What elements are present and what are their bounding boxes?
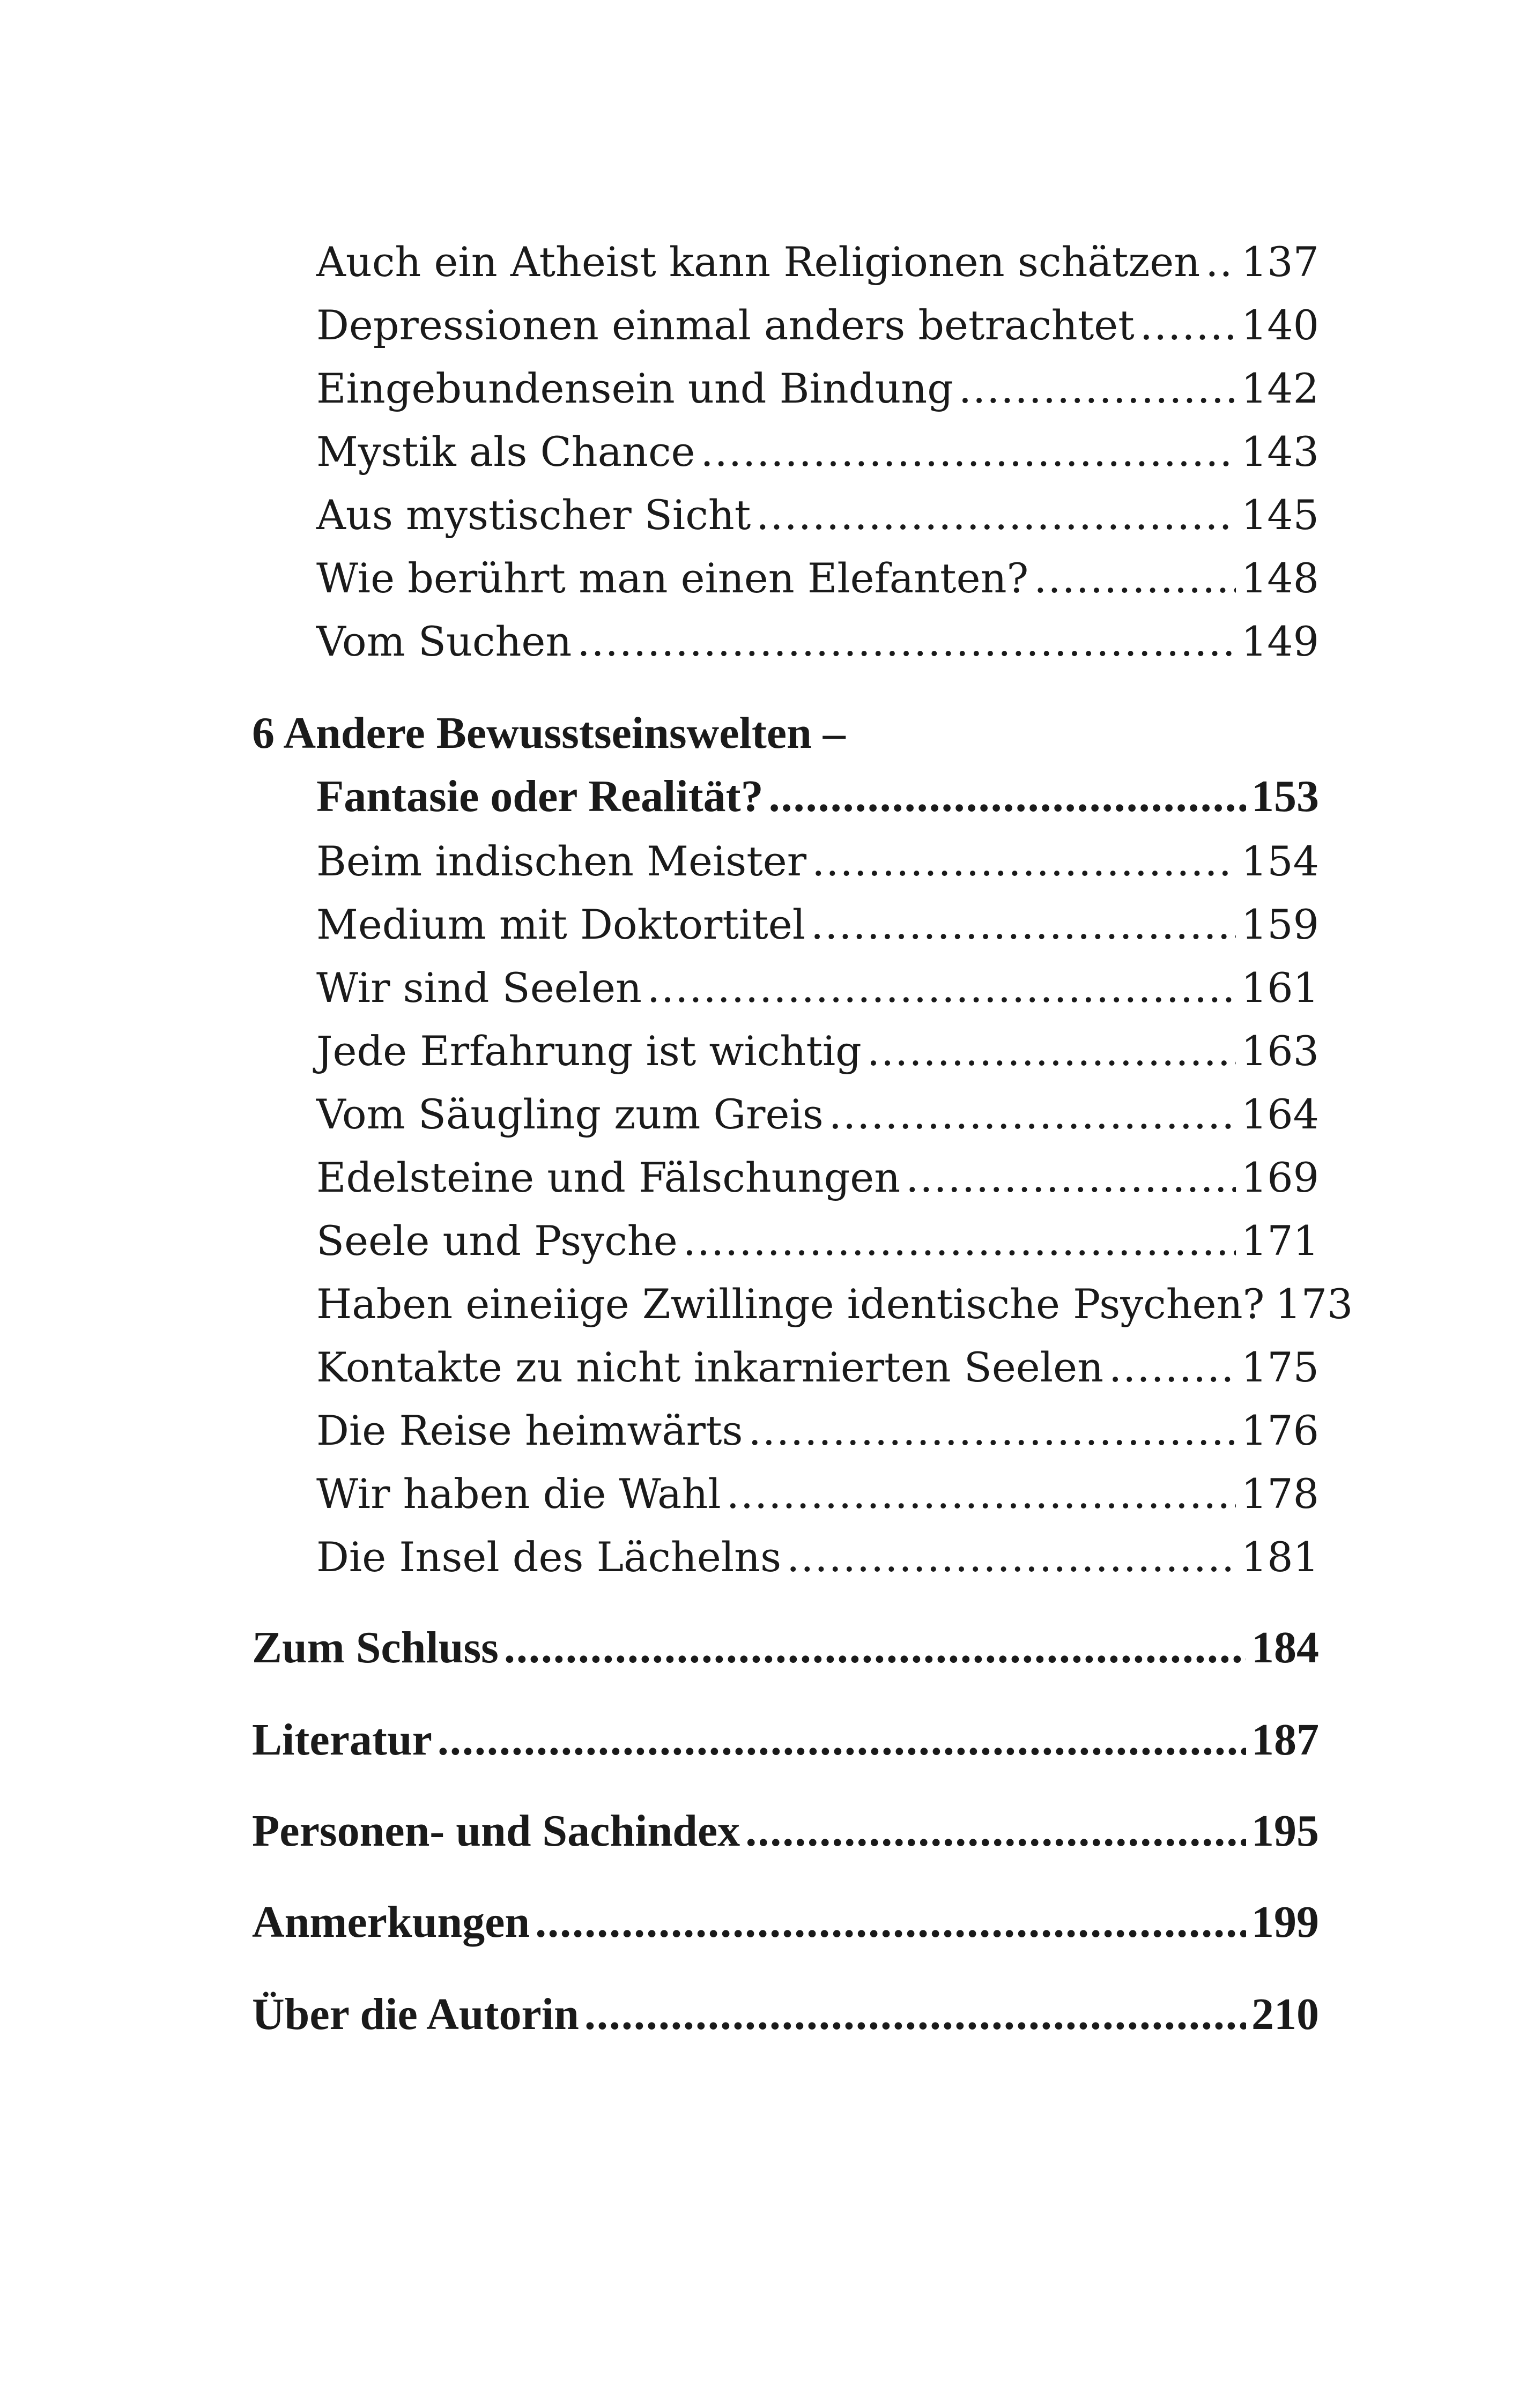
- dot-leader: [727, 1474, 1236, 1514]
- toc-entry-page-number: 154: [1241, 837, 1319, 885]
- toc-entry-page-number: 178: [1241, 1470, 1319, 1518]
- toc-entry: [316, 365, 1319, 412]
- toc-entry-title: Vom Säugling zum Greis: [316, 1090, 824, 1138]
- toc-entry-title: Literatur: [252, 1715, 432, 1765]
- table-of-contents: [252, 0, 1353, 2408]
- toc-entry-title: Mystik als Chance: [316, 428, 695, 475]
- toc-entry-page-number: 143: [1241, 428, 1319, 475]
- toc-entry: [316, 837, 1319, 885]
- toc-entry-title: Beim indischen Meister: [316, 837, 807, 885]
- dot-leader: [683, 1221, 1236, 1261]
- toc-entry: [316, 1280, 1353, 1328]
- toc-entry-page-number: 175: [1241, 1343, 1319, 1391]
- toc-entry-page-number: 173: [1275, 1280, 1353, 1328]
- toc-entry-title: Kontakte zu nicht inkarnierten Seelen: [316, 1343, 1104, 1391]
- toc-entry-title: Depressionen einmal anders betrachtet: [316, 301, 1135, 349]
- toc-entry-page-number: 153: [1251, 771, 1319, 821]
- toc-entry: [252, 1806, 1319, 1856]
- toc-entry-title: Aus mystischer Sicht: [316, 491, 751, 539]
- toc-entry-page-number: 140: [1241, 301, 1319, 349]
- dot-leader: [829, 1094, 1236, 1135]
- toc-entry-title: Seele und Psyche: [316, 1217, 678, 1265]
- dot-leader: [701, 432, 1236, 472]
- toc-entry: [252, 1715, 1319, 1765]
- toc-entry-page-number: 164: [1241, 1090, 1319, 1138]
- toc-entry-page-number: 142: [1241, 365, 1319, 412]
- toc-entry: [316, 301, 1319, 349]
- dot-leader: [812, 841, 1236, 882]
- toc-entry-title: Zum Schluss: [252, 1623, 499, 1673]
- dot-leader: [1109, 1347, 1236, 1388]
- toc-entry: [316, 1154, 1319, 1201]
- toc-entry-title: Vom Suchen: [316, 618, 572, 665]
- toc-entry: [252, 1897, 1319, 1947]
- toc-entry-title: Anmerkungen: [252, 1897, 530, 1947]
- toc-entry-page-number: 169: [1241, 1154, 1319, 1201]
- dot-leader: [438, 1718, 1246, 1763]
- toc-entry: [316, 1343, 1319, 1391]
- toc-entry-page-number: 210: [1251, 1989, 1319, 2039]
- toc-entry: [316, 901, 1319, 948]
- toc-entry-title: Über die Autorin: [252, 1989, 579, 2039]
- dot-leader: [577, 621, 1236, 662]
- toc-entry-title: 6 Andere Bewusstseinswelten –: [252, 708, 846, 758]
- dot-leader: [584, 1992, 1246, 2037]
- toc-entry-page-number: 184: [1251, 1623, 1319, 1673]
- toc-entry-title: Personen- und Sachindex: [252, 1806, 740, 1856]
- toc-entry-page-number: 137: [1241, 238, 1319, 286]
- toc-entry-page-number: 171: [1241, 1217, 1319, 1265]
- toc-entry: [252, 1989, 1319, 2039]
- toc-entry-title: Die Insel des Lächelns: [316, 1533, 782, 1581]
- dot-leader: [647, 968, 1236, 1008]
- toc-entry-title: Edelsteine und Fälschungen: [316, 1154, 901, 1201]
- toc-entry: [316, 1470, 1319, 1518]
- dot-leader: [1205, 242, 1236, 283]
- toc-entry: [316, 1533, 1319, 1581]
- toc-entry-title: Eingebundensein und Bindung: [316, 365, 953, 412]
- toc-entry: [316, 964, 1319, 1012]
- toc-entry: [316, 771, 1319, 821]
- dot-leader: [787, 1537, 1236, 1578]
- toc-entry-page-number: 163: [1241, 1027, 1319, 1075]
- dot-leader: [749, 1410, 1236, 1451]
- toc-entry: [252, 708, 1319, 758]
- toc-entry-page-number: 187: [1251, 1715, 1319, 1765]
- toc-entry: [316, 1027, 1319, 1075]
- toc-entry-page-number: 159: [1241, 901, 1319, 948]
- toc-entry-title: Wie berührt man einen Elefanten?: [316, 554, 1029, 602]
- toc-entry-title: Fantasie oder Realität?: [316, 771, 764, 821]
- toc-entry-page-number: 199: [1251, 1897, 1319, 1947]
- toc-entry-page-number: 181: [1241, 1533, 1319, 1581]
- toc-entry: [316, 238, 1319, 286]
- toc-entry-title: Wir haben die Wahl: [316, 1470, 721, 1518]
- toc-entry: [316, 618, 1319, 665]
- toc-entry-page-number: 161: [1241, 964, 1319, 1012]
- dot-leader: [1034, 558, 1236, 599]
- dot-leader: [535, 1900, 1246, 1945]
- dot-leader: [959, 368, 1236, 409]
- toc-entry: [316, 554, 1319, 602]
- toc-entry-title: Medium mit Doktortitel: [316, 901, 806, 948]
- dot-leader: [811, 904, 1236, 945]
- toc-entry: [316, 428, 1319, 475]
- toc-entry-title: Auch ein Atheist kann Religionen schätzen: [316, 238, 1201, 286]
- toc-entry: [316, 1407, 1319, 1454]
- toc-entry-page-number: 148: [1241, 554, 1319, 602]
- dot-leader: [867, 1031, 1236, 1072]
- toc-entry: [316, 491, 1319, 539]
- dot-leader: [745, 1809, 1246, 1854]
- dot-leader: [756, 495, 1236, 536]
- toc-entry-title: Die Reise heimwärts: [316, 1407, 743, 1454]
- toc-entry-page-number: 176: [1241, 1407, 1319, 1454]
- dot-leader: [504, 1625, 1246, 1670]
- toc-entry: [252, 1623, 1319, 1673]
- toc-entry-title: Wir sind Seelen: [316, 964, 642, 1012]
- toc-entry: [316, 1217, 1319, 1265]
- toc-entry-page-number: 195: [1251, 1806, 1319, 1856]
- toc-entry-title: Haben eineiige Zwillinge identische Psychen?: [316, 1280, 1265, 1328]
- dot-leader: [1140, 305, 1236, 346]
- toc-entry-page-number: 149: [1241, 618, 1319, 665]
- toc-entry-title: Jede Erfahrung ist wichtig: [316, 1027, 862, 1075]
- dot-leader: [769, 774, 1246, 819]
- toc-entry-page-number: 145: [1241, 491, 1319, 539]
- dot-leader: [906, 1157, 1236, 1198]
- toc-entry: [316, 1090, 1319, 1138]
